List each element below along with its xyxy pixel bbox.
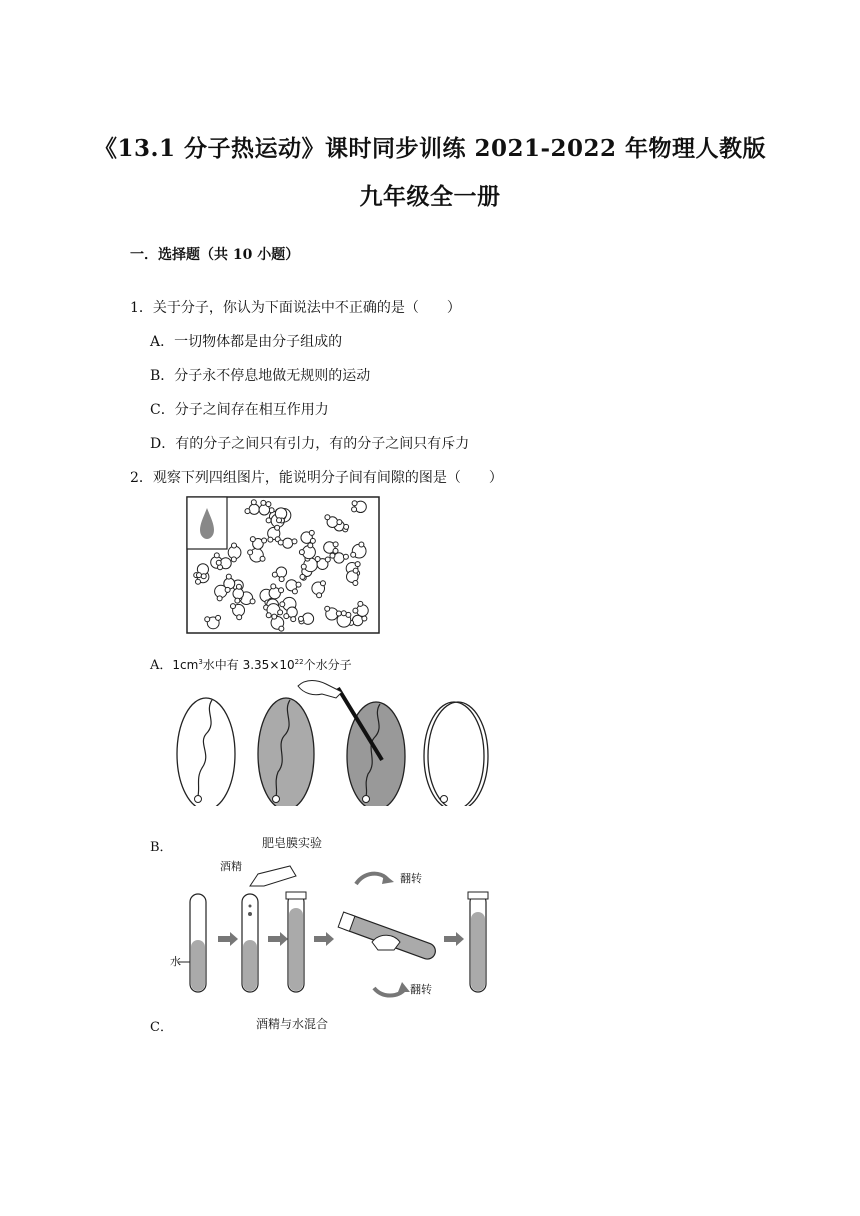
molecule-hydrogen xyxy=(245,509,250,514)
molecule-hydrogen xyxy=(299,550,304,555)
molecule-hydrogen xyxy=(291,617,296,622)
molecule-hydrogen xyxy=(272,572,277,577)
molecule-hydrogen xyxy=(325,606,330,611)
molecule-hydrogen xyxy=(352,501,357,506)
molecule-hydrogen xyxy=(309,530,314,535)
flip-label-bottom: 翻转 xyxy=(410,983,432,996)
molecule-hydrogen xyxy=(330,553,335,558)
document-title-line2: 九年级全一册 xyxy=(359,183,501,210)
molecule-hydrogen xyxy=(260,556,265,561)
molecule-hydrogen xyxy=(325,515,330,520)
figure-b-soap-film xyxy=(168,672,498,806)
molecule-hydrogen xyxy=(296,582,301,587)
molecule-hydrogen xyxy=(280,602,285,607)
section-heading: 一．选择题（共 10 小题） xyxy=(130,247,300,263)
molecule-hydrogen xyxy=(315,557,320,562)
molecule-hydrogen xyxy=(358,601,363,606)
figure-a-water-molecules xyxy=(186,496,380,636)
molecule-hydrogen xyxy=(292,589,297,594)
molecule-hydrogen xyxy=(298,616,303,621)
molecule-hydrogen xyxy=(341,611,346,616)
molecule-hydrogen xyxy=(214,553,219,558)
molecule-hydrogen xyxy=(217,596,222,601)
question-1-option-b: B．分子永不停息地做无规则的运动 xyxy=(150,368,371,384)
molecule-hydrogen xyxy=(201,574,206,579)
question-1-stem: 1．关于分子，你认为下面说法中不正确的是（ ） xyxy=(130,300,461,316)
molecule-hydrogen xyxy=(337,520,342,525)
molecule-hydrogen xyxy=(353,568,358,573)
molecule-hydrogen xyxy=(261,500,266,505)
molecule-hydrogen xyxy=(279,588,284,593)
molecule-hydrogen xyxy=(353,581,358,586)
figure-a-label: A．$1cm^3$水中有 $3.35\times 10^{22}$个水分子 xyxy=(150,658,352,673)
molecule-hydrogen xyxy=(266,518,271,523)
molecule-hydrogen xyxy=(226,574,231,579)
figure-a-caption: $1cm^3$水中有 $3.35\times 10^{22}$个水分子 xyxy=(172,658,352,672)
figure-b-label: B． xyxy=(150,840,173,855)
molecule-hydrogen xyxy=(236,584,241,589)
figure-c-alcohol-water xyxy=(168,852,498,1000)
molecule-hydrogen xyxy=(266,613,271,618)
flip-label-top: 翻转 xyxy=(400,872,422,885)
molecule-hydrogen xyxy=(251,500,256,505)
molecule-hydrogen xyxy=(333,542,338,547)
molecule-hydrogen xyxy=(266,502,271,507)
molecule-hydrogen xyxy=(248,550,253,555)
figure-b-caption: 肥皂膜实验 xyxy=(262,836,323,850)
molecule-hydrogen xyxy=(278,540,283,545)
molecule-hydrogen xyxy=(272,614,277,619)
molecule-hydrogen xyxy=(355,562,360,567)
molecule-hydrogen xyxy=(292,539,297,544)
molecule-hydrogen xyxy=(216,615,221,620)
molecule-hydrogen xyxy=(320,581,325,586)
molecule-hydrogen xyxy=(301,564,306,569)
molecule-hydrogen xyxy=(277,518,282,523)
molecule-hydrogen xyxy=(351,552,356,557)
molecule-hydrogen xyxy=(300,574,305,579)
water-label: 水 xyxy=(170,955,181,968)
molecule-hydrogen xyxy=(275,525,280,530)
molecule-hydrogen xyxy=(231,543,236,548)
molecule-hydrogen xyxy=(279,626,284,631)
molecule-oxygen xyxy=(233,588,244,599)
molecule-hydrogen xyxy=(230,604,235,609)
molecule-hydrogen xyxy=(250,599,255,604)
molecule-hydrogen xyxy=(343,554,348,559)
question-1-option-c: C．分子之间存在相互作用力 xyxy=(150,402,329,418)
molecule-hydrogen xyxy=(225,587,230,592)
molecule-hydrogen xyxy=(317,593,322,598)
molecule-hydrogen xyxy=(250,537,255,542)
molecule-hydrogen xyxy=(216,560,221,565)
question-1-option-d: D．有的分子之间只有引力，有的分子之间只有斥力 xyxy=(150,436,470,452)
molecule-oxygen xyxy=(283,538,293,548)
molecule-hydrogen xyxy=(352,507,357,512)
molecule-hydrogen xyxy=(268,537,273,542)
document-title-line1: 《13.1 分子热运动》课时同步训练 2021-2022 年物理人教版 xyxy=(93,135,767,162)
alcohol-label: 酒精 xyxy=(220,860,242,873)
question-1-option-a: A．一切物体都是由分子组成的 xyxy=(150,334,343,350)
molecule-oxygen xyxy=(276,567,286,577)
molecule-hydrogen xyxy=(359,542,364,547)
molecule-hydrogen xyxy=(196,573,201,578)
molecule-hydrogen xyxy=(235,598,240,603)
molecule-oxygen xyxy=(275,508,286,519)
molecule-hydrogen xyxy=(284,614,289,619)
molecule-hydrogen xyxy=(325,557,330,562)
molecule-hydrogen xyxy=(308,543,313,548)
molecule-oxygen xyxy=(249,504,259,514)
molecule-hydrogen xyxy=(231,557,236,562)
molecule-hydrogen xyxy=(344,524,349,529)
molecule-hydrogen xyxy=(237,615,242,620)
molecule-hydrogen xyxy=(196,579,201,584)
figure-c-label: C． xyxy=(150,1020,173,1035)
molecule-oxygen xyxy=(334,553,344,563)
molecule-hydrogen xyxy=(262,538,267,543)
molecule-hydrogen xyxy=(205,617,210,622)
molecule-hydrogen xyxy=(271,584,276,589)
question-2-stem: 2．观察下列四组图片，能说明分子间有间隙的图是（ ） xyxy=(130,470,503,486)
molecule-hydrogen xyxy=(336,611,341,616)
figure-c-caption: 酒精与水混合 xyxy=(256,1017,329,1031)
molecule-hydrogen xyxy=(278,610,283,615)
molecule-hydrogen xyxy=(353,608,358,613)
molecule-hydrogen xyxy=(279,577,284,582)
